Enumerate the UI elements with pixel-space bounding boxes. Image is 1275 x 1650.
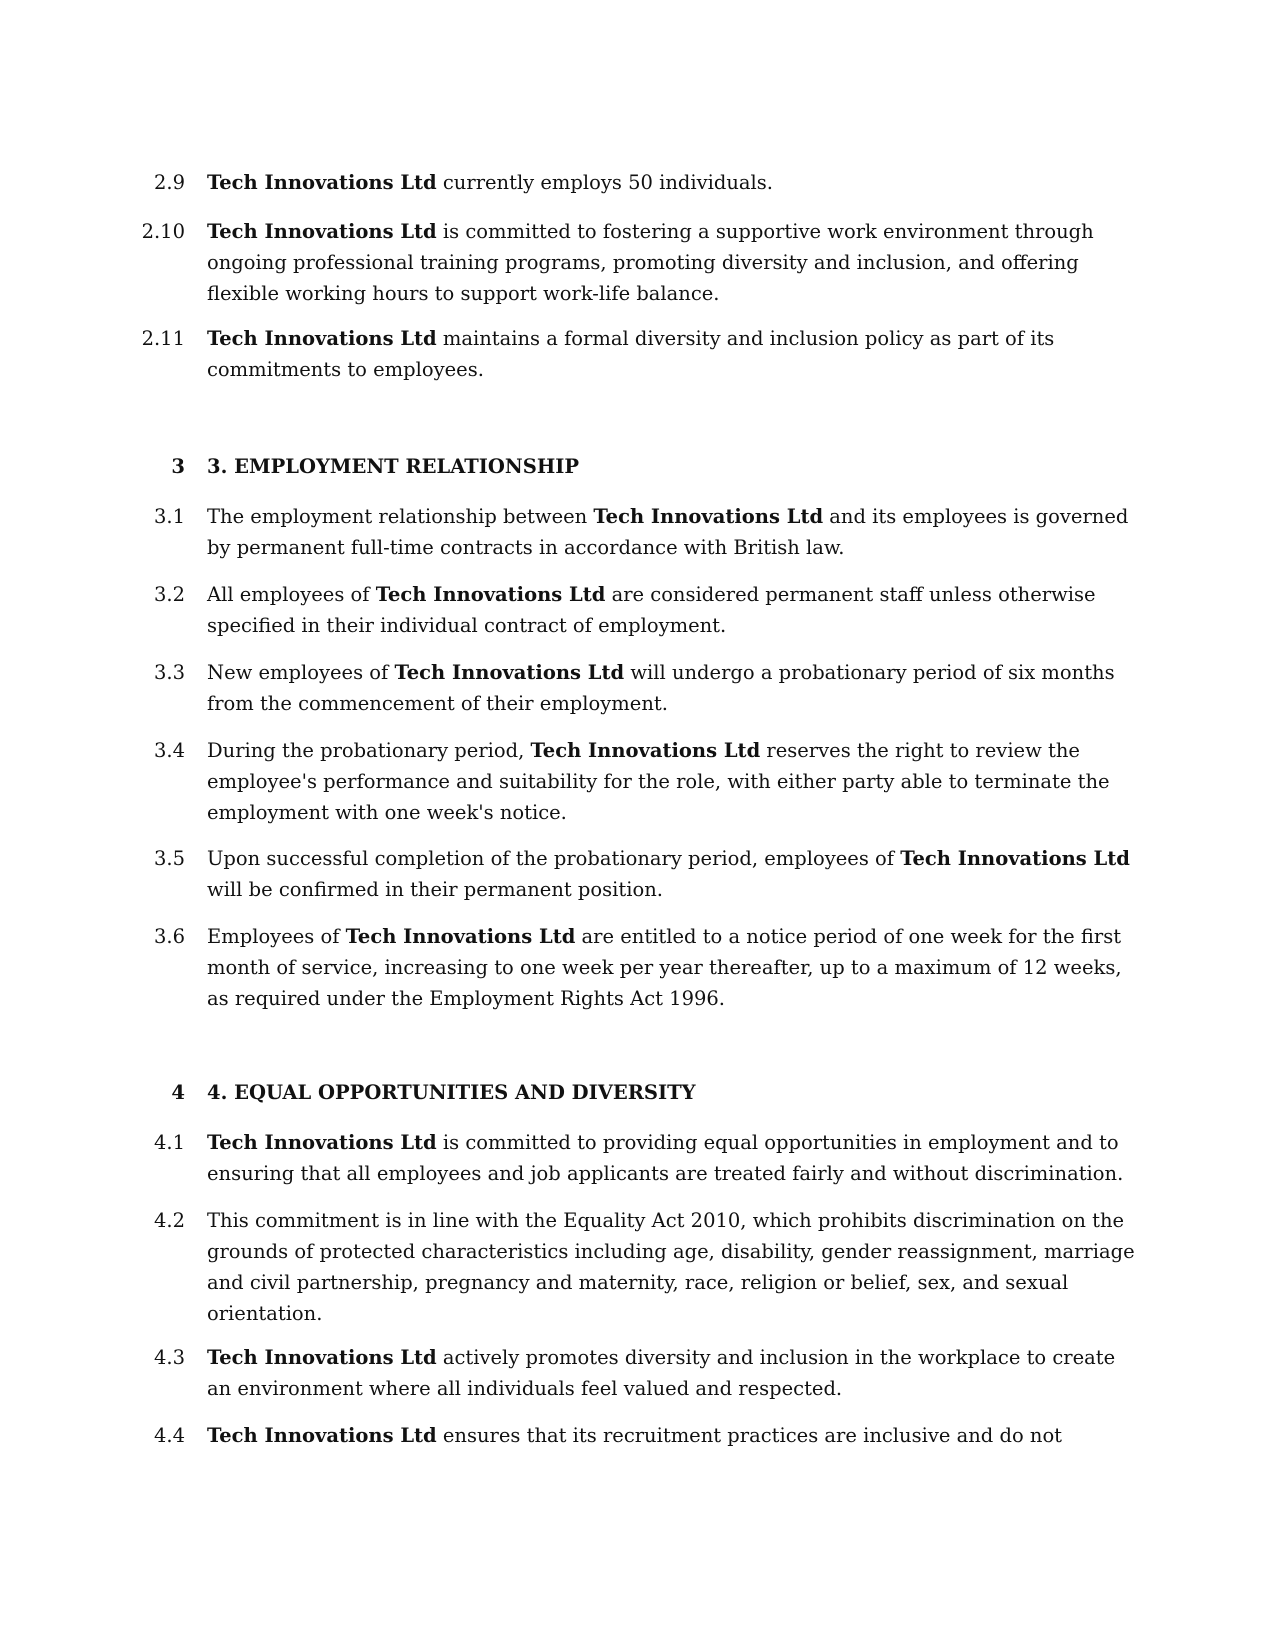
clause-text-before: Upon successful completion of the probationary period, employees of <box>207 847 901 870</box>
clause-text <box>207 921 1142 1014</box>
clause-number: 3.5 <box>153 847 185 870</box>
clause-number: 3.6 <box>153 925 185 948</box>
company-name: Tech Innovations Ltd <box>207 1131 437 1154</box>
clause-text-after: will undergo a probationary period of six months from the commencement of their employment. <box>207 661 1115 715</box>
clause-number: 2.10 <box>141 220 185 243</box>
clause-text <box>207 1420 1142 1451</box>
clause-text-before: Employees of <box>207 925 346 948</box>
clause-text <box>207 501 1142 563</box>
clause-number: 4.4 <box>153 1424 185 1447</box>
section-number: 4 <box>171 1081 185 1104</box>
clause-text-after: maintains a formal diversity and inclusion policy as part of its commitments to employees. <box>207 327 1055 381</box>
company-name: Tech Innovations Ltd <box>207 1346 437 1369</box>
clause-text-after: is committed to fostering a supportive work environment through ongoing professional training programs, promoting diversity and inclusion, and offering flexible working hours to support work-life balance. <box>207 220 1094 305</box>
company-name: Tech Innovations Ltd <box>207 327 437 350</box>
clause-text <box>207 735 1142 828</box>
clause-text-after: reserves the right to review the employee's performance and suitability for the role, with either party able to terminate the employment with one week's notice. <box>207 739 1110 824</box>
company-name: Tech Innovations Ltd <box>593 505 824 528</box>
clause-text <box>207 1127 1142 1189</box>
clause-text <box>207 1342 1142 1404</box>
company-name: Tech Innovations Ltd <box>207 1424 437 1447</box>
clause-text-after: are entitled to a notice period of one week for the first month of service, increasing to one week per year thereafter, up to a maximum of 12 weeks, as required under the Employment Rights Act 1996. <box>207 925 1122 1010</box>
clause-text-before: During the probationary period, <box>207 739 531 762</box>
company-name: Tech Innovations Ltd <box>375 583 606 606</box>
clause-text-after: actively promotes diversity and inclusion in the workplace to create an environment where all individuals feel valued and respected. <box>207 1346 1116 1400</box>
clause-text-after: are considered permanent staff unless otherwise specified in their individual contract of employment. <box>207 583 1096 637</box>
company-name: Tech Innovations Ltd <box>394 661 625 684</box>
clause-text <box>207 579 1142 641</box>
clause-number: 2.11 <box>141 327 185 350</box>
clause-number: 4.1 <box>153 1131 185 1154</box>
clause-number: 3.1 <box>153 505 185 528</box>
clause-text <box>207 843 1142 905</box>
clause-text-after: will be confirmed in their permanent position. <box>207 878 663 901</box>
clause-text <box>207 657 1142 719</box>
clause-text-before: All employees of <box>207 583 376 606</box>
section-number: 3 <box>171 455 185 478</box>
clause-text-before: The employment relationship between <box>207 505 594 528</box>
clause-text-after: ensures that its recruitment practices are inclusive and do not <box>436 1424 1063 1447</box>
clause-number: 3.2 <box>153 583 185 606</box>
clause-text <box>207 1205 1142 1329</box>
company-name: Tech Innovations Ltd <box>345 925 576 948</box>
clause-number: 3.4 <box>153 739 185 762</box>
clause-text-after: and its employees is governed by permanent full-time contracts in accordance with British law. <box>207 505 1129 559</box>
clause-text <box>207 323 1142 385</box>
clause-text-after: is committed to providing equal opportunities in employment and to ensuring that all employees and job applicants are treated fairly and without discrimination. <box>207 1131 1124 1185</box>
clause-text-after: currently employs 50 individuals. <box>436 171 773 194</box>
clause-number: 4.3 <box>153 1346 185 1369</box>
company-name: Tech Innovations Ltd <box>530 739 761 762</box>
clause-number: 4.2 <box>153 1209 185 1232</box>
clause-text <box>207 167 1142 198</box>
clause-number: 3.3 <box>153 661 185 684</box>
section-title: 4. EQUAL OPPORTUNITIES AND DIVERSITY <box>207 1081 696 1104</box>
clause-text-before: New employees of <box>207 661 395 684</box>
clause-number: 2.9 <box>153 171 185 194</box>
company-name: Tech Innovations Ltd <box>207 220 437 243</box>
clause-text-before: This commitment is in line with the Equality Act 2010, which prohibits discrimination on the grounds of protected characteristics including age, disability, gender reassignment, marriage and civil partnership, pregnancy and maternity, race, religion or belief, sex, and sexual orientation. <box>207 1209 1135 1325</box>
company-name: Tech Innovations Ltd <box>207 171 437 194</box>
section-title: 3. EMPLOYMENT RELATIONSHIP <box>207 455 580 478</box>
clause-text <box>207 216 1142 309</box>
company-name: Tech Innovations Ltd <box>900 847 1130 870</box>
